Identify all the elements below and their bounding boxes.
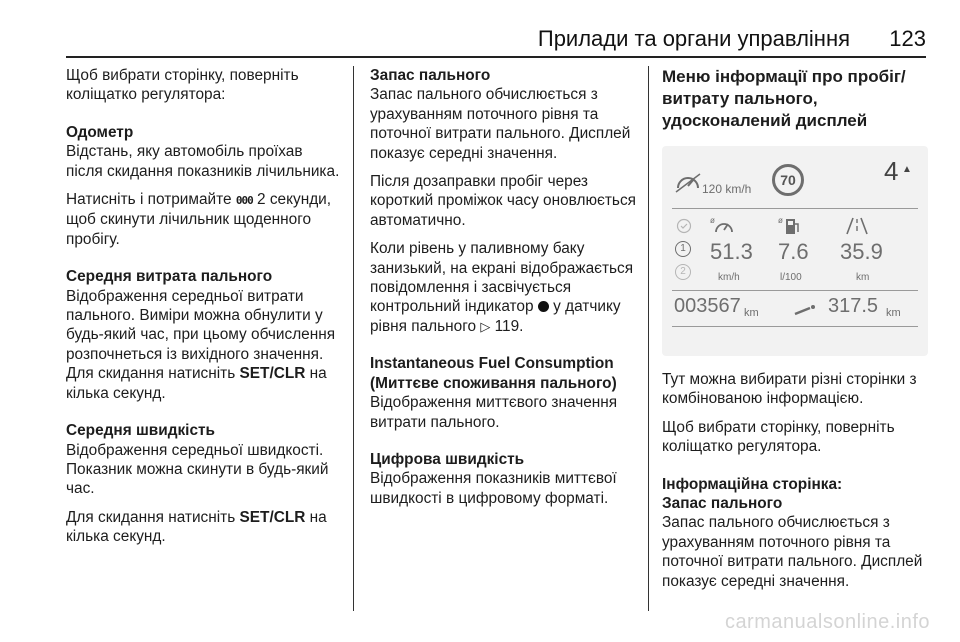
road-icon <box>844 216 870 236</box>
column-right <box>662 66 934 600</box>
reset-button-icon: 000 <box>235 194 253 208</box>
instrument-display <box>662 146 928 356</box>
fuel-pump-icon <box>778 216 804 236</box>
check-circle-icon <box>676 218 692 234</box>
indicator-dot-icon <box>538 301 549 312</box>
instant-fuel-text: Відображення миттєвого значення витрати пального. <box>370 394 618 431</box>
speed-limit-value: 120 km/h <box>702 182 752 196</box>
avg-speed-reset-text-b: на кілька секунд. <box>66 508 327 546</box>
odometer-value: 003567 <box>674 295 741 317</box>
odometer-heading: Одометр <box>66 123 134 141</box>
avg-fuel-value: 7.6 <box>778 239 809 264</box>
low-fuel-text <box>370 239 638 336</box>
avg-fuel-text-a: Відображення середньої витрати пального. Виміри можна обнулити у будь-який час, при цьому обчислення розпочнеться із вихідного значення. Для скидання натисніть <box>66 287 336 383</box>
avg-speed-reset-text-a: Для скидання натисніть <box>66 508 236 526</box>
menu-heading: Меню інформації про пробіг/витрату пального, удосконалений дисплей <box>662 67 906 130</box>
svg-text:ø: ø <box>710 216 715 225</box>
speed-sign-value: 70 <box>780 172 796 188</box>
intro-text: Щоб вибрати сторінку, поверніть коліщатко регулятора: <box>66 67 299 104</box>
page-reference-link[interactable] <box>480 318 523 335</box>
display-separator <box>672 290 918 291</box>
fuel-reserve-subheading: Запас пального <box>662 495 783 513</box>
odometer-unit: km <box>744 307 759 319</box>
trip-icon <box>794 304 818 316</box>
fuel-reserve-heading: Запас пального <box>370 67 491 84</box>
speed-sign <box>772 164 804 196</box>
odometer-reset-text <box>66 190 342 249</box>
odometer-reset-text-a: Натисніть і потримайте <box>66 191 232 209</box>
avg-speed-heading: Середня швидкість <box>66 422 216 440</box>
header-title: Прилади та органи управління <box>537 26 850 51</box>
info-page-heading: Інформаційна сторінка: <box>662 475 843 493</box>
display-separator <box>672 326 918 327</box>
column-divider <box>648 66 649 611</box>
page-1-icon <box>675 241 691 257</box>
pages-text: Тут можна вибирати різні сторінки з комбінованою інформацією. <box>662 371 917 408</box>
column-divider <box>353 66 354 611</box>
page-header <box>0 0 960 62</box>
instant-fuel-heading-en: Instantaneous Fuel Consumption <box>370 355 614 373</box>
low-fuel-text-b: у датчику рівня пального <box>370 298 621 335</box>
set-clr-label: SET/CLR <box>239 365 306 383</box>
display-separator <box>672 208 918 209</box>
select-page-text: Щоб вибрати сторінку, поверніть коліщатко регулятора. <box>662 418 895 456</box>
gear-indicator: 4 <box>884 156 899 186</box>
odometer-reset-text-b: 2 секунди, щоб скинути лічильник щоденного пробігу. <box>66 191 332 248</box>
page-2-label: 2 <box>680 266 686 277</box>
instant-fuel-heading-ua: (Миттєве споживання пального) <box>370 374 617 392</box>
svg-text:ø: ø <box>778 216 783 225</box>
trip-unit: km <box>886 307 901 319</box>
avg-speed-text: Відображення середньої швидкості. Показник можна скинути в будь-який час. <box>66 441 329 498</box>
range-unit: km <box>856 272 870 283</box>
set-clr-label: SET/CLR <box>239 508 306 526</box>
gear-up-icon: ▲ <box>902 164 912 175</box>
speed-limit-icon <box>674 170 702 194</box>
column-middle <box>370 66 638 517</box>
odometer-text: Відстань, яку автомобіль проїхав після скидання показників лічильника. <box>66 143 340 180</box>
digital-speed-text: Відображення показників миттєвої швидкості в цифровому форматі. <box>370 470 617 507</box>
header-rule <box>66 56 926 58</box>
watermark: carmanualsonline.info <box>724 611 930 633</box>
refuel-text: Після дозаправки пробіг через короткий проміжок часу оновлюється автоматично. <box>370 173 636 229</box>
fuel-reserve-text: Запас пального обчислюється з урахуванням поточного рівня та поточної витрати пального. Дисплей показує середні значення. <box>370 86 631 162</box>
reference-page: 119. <box>494 317 524 335</box>
avg-speed-value: 51.3 <box>710 239 753 264</box>
avg-speed-icon <box>710 216 736 236</box>
avg-fuel-text <box>66 287 342 403</box>
avg-fuel-text-b: на кілька секунд. <box>66 365 327 402</box>
page-number: 123 <box>889 26 926 51</box>
page-1-label: 1 <box>680 243 686 254</box>
page-2-icon <box>675 264 691 280</box>
fuel-reserve-info-text: Запас пального обчислюється з урахуванням поточного рівня та поточної витрати пального. Дисплей показує середні значення. <box>662 514 923 590</box>
reference-arrow-icon: ▷ <box>480 318 491 334</box>
avg-fuel-heading: Середня витрата пального <box>66 268 273 286</box>
column-left <box>66 66 342 556</box>
trip-value: 317.5 <box>828 295 879 317</box>
range-value: 35.9 <box>840 239 883 264</box>
low-fuel-text-a: Коли рівень у паливному баку занизький, на екрані відображається повідомлення і засвічується контрольний індикатор <box>370 240 634 316</box>
avg-speed-unit: km/h <box>718 272 740 283</box>
digital-speed-heading: Цифрова швидкість <box>370 450 525 468</box>
avg-fuel-unit: l/100 <box>780 272 802 283</box>
avg-speed-reset-text <box>66 508 342 547</box>
